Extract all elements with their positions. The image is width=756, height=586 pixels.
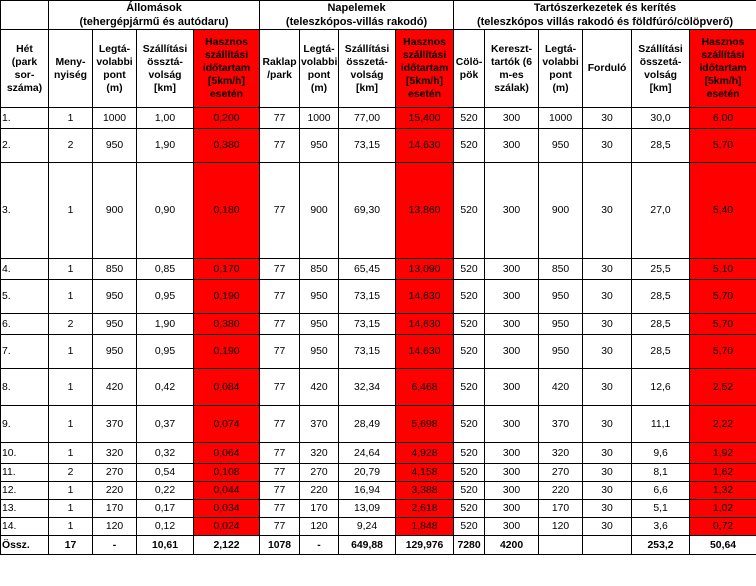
table-cell: 11. bbox=[1, 464, 49, 482]
table-cell: 3,6 bbox=[632, 518, 690, 536]
table-cell: 65,45 bbox=[339, 259, 396, 280]
table-cell: 13,090 bbox=[396, 259, 454, 280]
table-cell: 2,52 bbox=[690, 369, 756, 406]
table-cell: 950 bbox=[539, 335, 583, 369]
table-cell: 5,70 bbox=[690, 129, 756, 163]
table-cell: 0,42 bbox=[137, 369, 194, 406]
group-header-row bbox=[1, 1, 756, 30]
table-cell: 950 bbox=[93, 280, 137, 314]
table-cell: 520 bbox=[454, 464, 485, 482]
table-cell: 950 bbox=[93, 314, 137, 335]
table-cell: 520 bbox=[454, 335, 485, 369]
table-cell: 220 bbox=[93, 482, 137, 500]
table-cell: 30 bbox=[583, 406, 632, 443]
column-header: Legtá-volabbi pont (m) bbox=[93, 30, 137, 108]
column-header: Legtá-volabbi pont (m) bbox=[539, 30, 583, 108]
table-cell: 5,40 bbox=[690, 163, 756, 259]
table-cell: 950 bbox=[539, 314, 583, 335]
table-row bbox=[1, 443, 756, 464]
table-cell: 0,074 bbox=[194, 406, 260, 443]
table-cell: 30 bbox=[583, 314, 632, 335]
table-cell: 0,170 bbox=[194, 259, 260, 280]
table-cell: 77 bbox=[260, 335, 300, 369]
table-cell: 73,15 bbox=[339, 280, 396, 314]
table-cell: 30 bbox=[583, 482, 632, 500]
table-cell: 0,95 bbox=[137, 335, 194, 369]
table-cell: 14,630 bbox=[396, 314, 454, 335]
table-cell: 1 bbox=[49, 280, 93, 314]
table-cell: 30 bbox=[583, 108, 632, 129]
table-cell: 0,32 bbox=[137, 443, 194, 464]
table-cell: 1000 bbox=[539, 108, 583, 129]
table-cell: 4,158 bbox=[396, 464, 454, 482]
table-cell: 0,190 bbox=[194, 280, 260, 314]
table-cell: 77 bbox=[260, 108, 300, 129]
table-cell: 30 bbox=[583, 129, 632, 163]
table-cell: 1000 bbox=[93, 108, 137, 129]
table-cell: 2,22 bbox=[690, 406, 756, 443]
column-header: Hét (park sor-száma) bbox=[1, 30, 49, 108]
table-cell: 2 bbox=[49, 464, 93, 482]
table-cell: 520 bbox=[454, 259, 485, 280]
table-cell: 120 bbox=[93, 518, 137, 536]
table-cell: 900 bbox=[93, 163, 137, 259]
column-header: Meny-nyiség bbox=[49, 30, 93, 108]
table-cell: 10. bbox=[1, 443, 49, 464]
table-cell: 1 bbox=[49, 369, 93, 406]
column-header: Hasznos szállítási időtartam [5km/h] esetén bbox=[396, 30, 454, 108]
table-cell: 2 bbox=[49, 129, 93, 163]
table-cell: 300 bbox=[485, 163, 539, 259]
table-cell: 950 bbox=[300, 314, 339, 335]
table-cell: 14,630 bbox=[396, 129, 454, 163]
table-cell: 0,380 bbox=[194, 314, 260, 335]
table-cell: 300 bbox=[485, 443, 539, 464]
table-cell: 1 bbox=[49, 443, 93, 464]
table-cell: 950 bbox=[300, 280, 339, 314]
table-cell: 1,00 bbox=[137, 108, 194, 129]
table-cell: 28,5 bbox=[632, 129, 690, 163]
table-cell: 5,70 bbox=[690, 335, 756, 369]
table-cell: 28,49 bbox=[339, 406, 396, 443]
table-cell: 0,85 bbox=[137, 259, 194, 280]
column-header: Raklap /park bbox=[260, 30, 300, 108]
table-row bbox=[1, 108, 756, 129]
table-cell: 170 bbox=[539, 500, 583, 518]
column-header-row bbox=[1, 30, 756, 108]
table-cell: 1,848 bbox=[396, 518, 454, 536]
table-cell: 6,00 bbox=[690, 108, 756, 129]
totals-cell: - bbox=[300, 536, 339, 555]
table-row bbox=[1, 482, 756, 500]
table-cell: 73,15 bbox=[339, 129, 396, 163]
totals-cell bbox=[539, 536, 583, 555]
table-cell: 1 bbox=[49, 163, 93, 259]
table-cell: 0,72 bbox=[690, 518, 756, 536]
table-cell: 30 bbox=[583, 335, 632, 369]
table-row bbox=[1, 259, 756, 280]
table-cell: 520 bbox=[454, 500, 485, 518]
table-cell: 520 bbox=[454, 314, 485, 335]
table-cell: 30 bbox=[583, 518, 632, 536]
table-row bbox=[1, 335, 756, 369]
column-header: Legtá-volabbi pont (m) bbox=[300, 30, 339, 108]
table-cell: 77 bbox=[260, 518, 300, 536]
table-cell: 220 bbox=[539, 482, 583, 500]
table-cell: 4. bbox=[1, 259, 49, 280]
table-cell: 11,1 bbox=[632, 406, 690, 443]
table-cell: 77 bbox=[260, 314, 300, 335]
table-cell: 1 bbox=[49, 406, 93, 443]
table-cell: 9,24 bbox=[339, 518, 396, 536]
table-cell: 30 bbox=[583, 163, 632, 259]
table-cell: 520 bbox=[454, 108, 485, 129]
table-cell: 28,5 bbox=[632, 280, 690, 314]
group-header-stations: Állomások (tehergépjármű és autódaru) bbox=[49, 1, 260, 30]
totals-cell: - bbox=[93, 536, 137, 555]
group-header-empty bbox=[1, 1, 49, 30]
table-cell: 12. bbox=[1, 482, 49, 500]
table-cell: 320 bbox=[300, 443, 339, 464]
totals-cell bbox=[583, 536, 632, 555]
totals-row bbox=[1, 536, 756, 555]
table-cell: 77 bbox=[260, 280, 300, 314]
table-cell: 15,400 bbox=[396, 108, 454, 129]
table-cell: 300 bbox=[485, 482, 539, 500]
table-cell: 1,92 bbox=[690, 443, 756, 464]
table-cell: 0,200 bbox=[194, 108, 260, 129]
table-cell: 270 bbox=[539, 464, 583, 482]
table-cell: 1,32 bbox=[690, 482, 756, 500]
table-cell: 300 bbox=[485, 280, 539, 314]
table-cell: 320 bbox=[93, 443, 137, 464]
table-cell: 0,12 bbox=[137, 518, 194, 536]
table-cell: 25,5 bbox=[632, 259, 690, 280]
totals-cell: 17 bbox=[49, 536, 93, 555]
table-cell: 30 bbox=[583, 369, 632, 406]
table-cell: 16,94 bbox=[339, 482, 396, 500]
table-cell: 6. bbox=[1, 314, 49, 335]
table-cell: 3,388 bbox=[396, 482, 454, 500]
table-cell: 520 bbox=[454, 482, 485, 500]
table-row bbox=[1, 314, 756, 335]
table-cell: 77 bbox=[260, 443, 300, 464]
table-cell: 950 bbox=[93, 129, 137, 163]
table-cell: 12,6 bbox=[632, 369, 690, 406]
table-cell: 520 bbox=[454, 443, 485, 464]
table-cell: 13,860 bbox=[396, 163, 454, 259]
table-cell: 1000 bbox=[300, 108, 339, 129]
table-cell: 170 bbox=[300, 500, 339, 518]
table-cell: 8. bbox=[1, 369, 49, 406]
table-cell: 77 bbox=[260, 129, 300, 163]
table-cell: 1. bbox=[1, 108, 49, 129]
table-cell: 77,00 bbox=[339, 108, 396, 129]
table-cell: 420 bbox=[300, 369, 339, 406]
table-cell: 270 bbox=[93, 464, 137, 482]
table-cell: 2,618 bbox=[396, 500, 454, 518]
table-cell: 73,15 bbox=[339, 335, 396, 369]
table-cell: 520 bbox=[454, 129, 485, 163]
table-cell: 77 bbox=[260, 369, 300, 406]
column-header: Szállítási összetá-volság [km] bbox=[339, 30, 396, 108]
table-cell: 850 bbox=[93, 259, 137, 280]
table-cell: 0,95 bbox=[137, 280, 194, 314]
table-cell: 1,62 bbox=[690, 464, 756, 482]
table-cell: 1,90 bbox=[137, 314, 194, 335]
table-cell: 300 bbox=[485, 369, 539, 406]
table-cell: 170 bbox=[93, 500, 137, 518]
table-cell: 300 bbox=[485, 464, 539, 482]
table-cell: 1 bbox=[49, 482, 93, 500]
table-cell: 6,6 bbox=[632, 482, 690, 500]
table-row bbox=[1, 129, 756, 163]
table-cell: 0,108 bbox=[194, 464, 260, 482]
table-cell: 300 bbox=[485, 335, 539, 369]
table-cell: 320 bbox=[539, 443, 583, 464]
totals-cell: 253,2 bbox=[632, 536, 690, 555]
table-cell: 520 bbox=[454, 280, 485, 314]
table-cell: 77 bbox=[260, 464, 300, 482]
table-cell: 28,5 bbox=[632, 335, 690, 369]
table-cell: 120 bbox=[539, 518, 583, 536]
table-cell: 27,0 bbox=[632, 163, 690, 259]
table-cell: 7. bbox=[1, 335, 49, 369]
table-row bbox=[1, 518, 756, 536]
table-cell: 30 bbox=[583, 464, 632, 482]
table-cell: 520 bbox=[454, 518, 485, 536]
table-cell: 120 bbox=[300, 518, 339, 536]
table-cell: 0,084 bbox=[194, 369, 260, 406]
table-row bbox=[1, 464, 756, 482]
table-cell: 950 bbox=[300, 335, 339, 369]
totals-cell: 4200 bbox=[485, 536, 539, 555]
table-cell: 14,630 bbox=[396, 335, 454, 369]
table-row bbox=[1, 500, 756, 518]
table-cell: 0,190 bbox=[194, 335, 260, 369]
table-row bbox=[1, 369, 756, 406]
table-cell: 73,15 bbox=[339, 314, 396, 335]
table-cell: 77 bbox=[260, 500, 300, 518]
table-cell: 0,37 bbox=[137, 406, 194, 443]
table-cell: 1,90 bbox=[137, 129, 194, 163]
table-cell: 950 bbox=[300, 129, 339, 163]
column-header: Kereszt-tartók (6 m-es szálak) bbox=[485, 30, 539, 108]
table-cell: 2. bbox=[1, 129, 49, 163]
totals-cell: 2,122 bbox=[194, 536, 260, 555]
column-header: Hasznos szállítási időtartam [5km/h] esetén bbox=[690, 30, 756, 108]
table-cell: 9,6 bbox=[632, 443, 690, 464]
totals-cell: 649,88 bbox=[339, 536, 396, 555]
table-cell: 0,044 bbox=[194, 482, 260, 500]
table-cell: 14. bbox=[1, 518, 49, 536]
table-cell: 300 bbox=[485, 500, 539, 518]
table-row bbox=[1, 406, 756, 443]
table-cell: 5,70 bbox=[690, 314, 756, 335]
table-cell: 30,0 bbox=[632, 108, 690, 129]
table-cell: 850 bbox=[300, 259, 339, 280]
table-cell: 30 bbox=[583, 259, 632, 280]
table-cell: 32,34 bbox=[339, 369, 396, 406]
group-header-panels: Napelemek (teleszkópos-villás rakodó) bbox=[260, 1, 454, 30]
table-cell: 420 bbox=[93, 369, 137, 406]
table-cell: 300 bbox=[485, 406, 539, 443]
table-cell: 14,630 bbox=[396, 280, 454, 314]
totals-cell: 50,64 bbox=[690, 536, 756, 555]
group-header-structures: Tartószerkezetek és kerítés (teleszkópos villás rakodó és földfúró/cölöpverő) bbox=[454, 1, 756, 30]
table-cell: 24,64 bbox=[339, 443, 396, 464]
table-cell: 520 bbox=[454, 163, 485, 259]
table-cell: 300 bbox=[485, 259, 539, 280]
totals-cell: 1078 bbox=[260, 536, 300, 555]
table-cell: 3. bbox=[1, 163, 49, 259]
table-cell: 20,79 bbox=[339, 464, 396, 482]
column-header: Hasznos szállítási időtartam [5km/h] esetén bbox=[194, 30, 260, 108]
table-cell: 0,17 bbox=[137, 500, 194, 518]
table-cell: 520 bbox=[454, 369, 485, 406]
table-cell: 1,02 bbox=[690, 500, 756, 518]
table-cell: 77 bbox=[260, 482, 300, 500]
table-cell: 300 bbox=[485, 518, 539, 536]
column-header: Szállítási össztá-volság [km] bbox=[137, 30, 194, 108]
totals-cell: 7280 bbox=[454, 536, 485, 555]
table-cell: 69,30 bbox=[339, 163, 396, 259]
table-cell: 28,5 bbox=[632, 314, 690, 335]
table-cell: 9. bbox=[1, 406, 49, 443]
totals-cell: Össz. bbox=[1, 536, 49, 555]
table-cell: 900 bbox=[539, 163, 583, 259]
table-cell: 300 bbox=[485, 108, 539, 129]
table-cell: 5,698 bbox=[396, 406, 454, 443]
column-header: Szállítási összetá-volság [km] bbox=[632, 30, 690, 108]
table-cell: 1 bbox=[49, 335, 93, 369]
table-cell: 5,1 bbox=[632, 500, 690, 518]
column-header: Forduló bbox=[583, 30, 632, 108]
table-cell: 270 bbox=[300, 464, 339, 482]
table-cell: 1 bbox=[49, 108, 93, 129]
table-row bbox=[1, 280, 756, 314]
table-cell: 6,468 bbox=[396, 369, 454, 406]
table-cell: 0,024 bbox=[194, 518, 260, 536]
table-cell: 0,064 bbox=[194, 443, 260, 464]
table-cell: 5,70 bbox=[690, 280, 756, 314]
table-cell: 900 bbox=[300, 163, 339, 259]
table-cell: 0,54 bbox=[137, 464, 194, 482]
table-cell: 370 bbox=[539, 406, 583, 443]
table-cell: 0,90 bbox=[137, 163, 194, 259]
totals-cell: 10,61 bbox=[137, 536, 194, 555]
totals-cell: 129,976 bbox=[396, 536, 454, 555]
table-cell: 1 bbox=[49, 518, 93, 536]
table-cell: 30 bbox=[583, 280, 632, 314]
table-cell: 30 bbox=[583, 443, 632, 464]
table-cell: 1 bbox=[49, 500, 93, 518]
table-cell: 420 bbox=[539, 369, 583, 406]
table-cell: 0,034 bbox=[194, 500, 260, 518]
table-cell: 4,928 bbox=[396, 443, 454, 464]
table-cell: 1 bbox=[49, 259, 93, 280]
table-cell: 220 bbox=[300, 482, 339, 500]
table-cell: 370 bbox=[93, 406, 137, 443]
table-cell: 850 bbox=[539, 259, 583, 280]
table-cell: 77 bbox=[260, 163, 300, 259]
table-cell: 300 bbox=[485, 129, 539, 163]
column-header: Cölö-pök bbox=[454, 30, 485, 108]
table-cell: 8,1 bbox=[632, 464, 690, 482]
table-cell: 950 bbox=[539, 129, 583, 163]
table-cell: 370 bbox=[300, 406, 339, 443]
table-row bbox=[1, 163, 756, 259]
table-cell: 30 bbox=[583, 500, 632, 518]
table-cell: 520 bbox=[454, 406, 485, 443]
table-cell: 950 bbox=[539, 280, 583, 314]
table-cell: 0,180 bbox=[194, 163, 260, 259]
table-cell: 77 bbox=[260, 259, 300, 280]
table-cell: 950 bbox=[93, 335, 137, 369]
table-cell: 13. bbox=[1, 500, 49, 518]
table-cell: 2 bbox=[49, 314, 93, 335]
table-cell: 5,10 bbox=[690, 259, 756, 280]
table-cell: 5. bbox=[1, 280, 49, 314]
table-cell: 13,09 bbox=[339, 500, 396, 518]
table-cell: 300 bbox=[485, 314, 539, 335]
table-cell: 77 bbox=[260, 406, 300, 443]
table-cell: 0,22 bbox=[137, 482, 194, 500]
table-cell: 0,380 bbox=[194, 129, 260, 163]
